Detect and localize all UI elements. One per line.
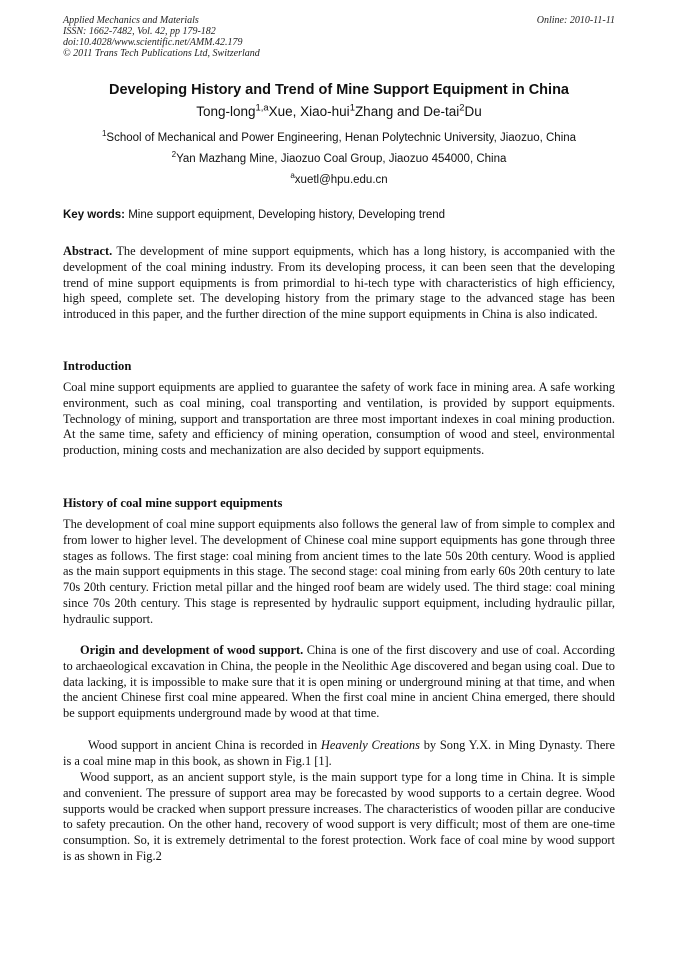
author-line: [0, 104, 678, 119]
abstract-label: Abstract.: [63, 244, 113, 258]
keywords-text: Mine support equipment, Developing history, Developing trend: [128, 209, 446, 221]
copyright-line: © 2011 Trans Tech Publications Ltd, Switzerland: [63, 48, 260, 59]
author-1-affil: 1,a: [255, 102, 269, 114]
email-line: [0, 171, 678, 186]
book-title: Heavenly Creations: [320, 738, 420, 752]
keywords-label: Key words:: [63, 209, 125, 221]
author-3-surname: Du: [464, 104, 482, 119]
paragraph-3-end: by Song Y.X. in Ming Dynasty. There is a coal mine map in this book, as shown in Fig.1 [1].: [63, 738, 615, 768]
author-1: Tong-long: [196, 104, 256, 119]
author-2: Xue, Xiao-hui: [268, 104, 350, 119]
wood-support-subheading: Origin and development of wood support.: [80, 643, 304, 657]
author-3-affil: 2: [459, 102, 465, 114]
online-date: Online: 2010-11-11: [536, 15, 615, 26]
history-paragraph-2: [63, 643, 615, 722]
affiliation-2: [0, 150, 678, 165]
history-paragraph-2-text: China is one of the first discovery and use of coal. According to archaeological excavation in China, the people in the Neolithic Age discovered and began using coal. Due to data lacking, it is impossible to make sure that it is open mining or underground mining at that time, and when the ancient Chinese first coal mine appeared. When the first coal mine in ancient China emerged, there should be support equipments underground made by wood at that time.: [63, 643, 615, 721]
affiliation-1: [0, 129, 678, 144]
introduction-text: Coal mine support equipments are applied to guarantee the safety of work face in mining area. A safe working environment, such as coal mining, coal transporting and ventilation, is provided by support equipments. Technology of mining, support and transportation are three most important indexes in coal mining production. At the same time, safety and efficiency of mining operation, consumption of wood and steel, environmental production, mining costs and mechanization are also decided by support equipments.: [63, 380, 615, 458]
paragraph-3-start: Wood support in ancient China is recorded in: [88, 738, 318, 752]
journal-name: Applied Mechanics and Materials: [63, 15, 199, 26]
affiliation-1-text: School of Mechanical and Power Engineering, Henan Polytechnic University, Jiaozuo, China: [106, 132, 577, 144]
abstract-text: The development of mine support equipments, which has a long history, is accompanied with the development of the coal mining industry. From its developing process, it can been seen that the developing trend of mine support equipments is from primordial to hi-tech type with characteristics of high efficiency, high speed, complete set. The developing history from the primary stage to the advanced stage has been introduced in this paper, and the further direction of the mine support equipments in China is also indicated.: [63, 244, 615, 322]
affiliation-1-mark: 1: [101, 129, 107, 139]
history-paragraph-4: Wood support, as an ancient support style, is the main support type for a long time in China. It is simple and convenient. The pressure of support area may be forecasted by wood supports to a certain degree. Wood supports would be cracked when support pressure increases. The characteristics of wooden pillar are conducive to safety precaution. On the other hand, recovery of wood support is very difficult; most of them are one-time consumption. So, it is extremely detrimental to the forest protection. Work face of coal mine by wood support is as shown in Fig.2: [63, 770, 615, 863]
issn-line: ISSN: 1662-7482, Vol. 42, pp 179-182: [63, 26, 216, 37]
introduction-heading: Introduction: [63, 359, 132, 373]
abstract: [63, 244, 615, 323]
email-address[interactable]: xuetl@hpu.edu.cn: [294, 174, 388, 186]
history-heading: History of coal mine support equipments: [63, 496, 283, 510]
author-2-affil: 1: [349, 102, 355, 114]
doi-line[interactable]: doi:10.4028/www.scientific.net/AMM.42.179: [63, 37, 243, 48]
journal-header: [63, 15, 615, 59]
affiliation-2-text: Yan Mazhang Mine, Jiaozuo Coal Group, Jiaozuo 454000, China: [176, 153, 507, 165]
history-paragraph-3: [63, 738, 615, 770]
paper-title: Developing History and Trend of Mine Support Equipment in China: [109, 82, 569, 98]
history-paragraph-1: The development of coal mine support equipments also follows the general law of from simple to complex and from lower to higher level. The development of Chinese coal mine support equipments has gone through three stages as follows. The first stage: coal mining from ancient times to the late 50s 20th century. Wood is applied as the main support equipments in this stage. The second stage: coal mining from early 60s 20th century to late 70s 20th century. Friction metal pillar and the hinged roof beam are widely used. The third stage: coal mining since 70s 20th century. This stage is represented by hydraulic support equipment, including hydraulic pillar, hydraulic support.: [63, 517, 615, 626]
keywords: [63, 209, 615, 221]
affiliation-2-mark: 2: [171, 150, 177, 160]
author-3: Zhang and De-tai: [354, 104, 460, 119]
email-mark: a: [290, 171, 295, 181]
